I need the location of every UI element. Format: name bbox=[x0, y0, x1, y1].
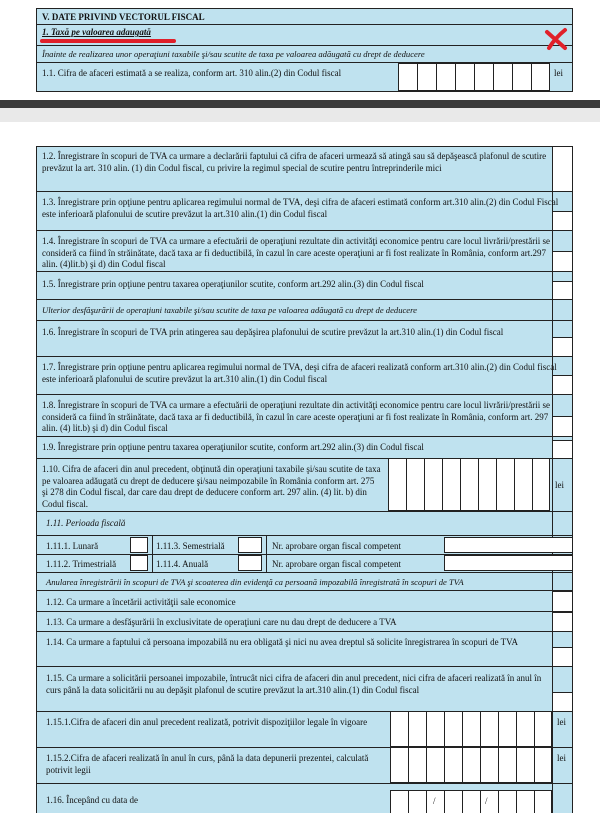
checkbox-1-3[interactable] bbox=[552, 211, 573, 231]
checkbox-1-4[interactable] bbox=[552, 251, 573, 272]
row-1-11-heading: 1.11. Perioada fiscală bbox=[46, 518, 126, 528]
date-separator: / bbox=[485, 796, 488, 806]
section-title: V. DATE PRIVIND VECTORUL FISCAL bbox=[42, 12, 205, 22]
page-separator bbox=[0, 100, 600, 108]
date-input[interactable] bbox=[390, 790, 552, 813]
row-1-5: 1.5. Înregistrare prin opţiune pentru taxarea operaţiunilor scutite, conform art.292 alin.(3) din Codul fiscal bbox=[42, 279, 424, 289]
checkbox-1-14[interactable] bbox=[552, 647, 573, 667]
divider bbox=[36, 24, 573, 25]
checkbox-1-5[interactable] bbox=[552, 281, 573, 300]
row-1-15-1: 1.15.1.Cifra de afaceri din anul precedent realizată, potrivit dispoziţiilor legale în vigoare bbox=[46, 717, 368, 727]
row-1-14: 1.14. Ca urmare a faptului că persoana impozabilă nu era obligată şi nici nu avea dreptul să solicite înregistrarea în scopuri de TVA bbox=[46, 637, 519, 647]
row-1-12: 1.12. Ca urmare a încetării activităţii sale economice bbox=[46, 597, 236, 607]
row-1-7: 1.7. Înregistrare prin opţiune pentru aplicarea regimului normal de TVA, deşi cifra de afaceri realizată conform art.310 alin.(2) din Codul fiscal este inferioară plafonului de scutire prevăzut la art.310 alin.(1) din Codul fiscal bbox=[42, 362, 557, 384]
row-1-1-digit-boxes[interactable] bbox=[398, 63, 550, 91]
red-underline-mark bbox=[40, 39, 176, 43]
nr-aprobare-label-2: Nr. aprobare organ fiscal competent bbox=[272, 559, 402, 569]
period-trimestriala-checkbox[interactable] bbox=[130, 555, 148, 571]
row-1-10-digit-boxes[interactable] bbox=[388, 458, 550, 511]
checkbox-1-13[interactable] bbox=[552, 612, 573, 632]
checkbox-1-15[interactable] bbox=[552, 692, 573, 712]
checkbox-1-9[interactable] bbox=[552, 440, 573, 459]
lei-label: lei bbox=[555, 480, 564, 490]
period-semestriala-label: 1.11.3. Semestrială bbox=[156, 541, 225, 551]
nr-aprobare-label-1: Nr. aprobare organ fiscal competent bbox=[272, 541, 402, 551]
row-1-13: 1.13. Ca urmare a desfăşurării în exclusivitate de operaţiuni care nu dau drept de deducere a TVA bbox=[46, 617, 397, 627]
date-separator: / bbox=[433, 796, 436, 806]
row-1-4: 1.4. Înregistrare în scopuri de TVA ca urmare a efectuării de operaţiuni rezultate din activităţi economice pentru care locul livrării/prestării se consideră ca fiind în străinătate, dacă taxa ar fi deductibilă, în cazul în care aceste operaţiuni ar fi fost realizate în România, conform art.297 alin. (4)lit.b) şi d) din Codul fiscal bbox=[42, 236, 550, 269]
row-1-3: 1.3. Înregistrare prin opţiune pentru aplicarea regimului normal de TVA, deşi cifra de afaceri estimată conform art.310 alin.(2) din Codul Fiscal este inferioară plafonului de scutire prevăzut la art.310 alin.(1) din Codul fiscal bbox=[42, 197, 559, 219]
intro-after: Ulterior desfăşurării de operaţiuni taxabile şi/sau scutite de taxa pe valoarea adăugată cu drept de deducere bbox=[42, 305, 417, 315]
lei-label: lei bbox=[557, 717, 566, 727]
anulare-heading: Anularea înregistrării în scopuri de TVA şi scoaterea din evidenţă ca persoană impozabilă înregistrată în scopuri de TVA bbox=[46, 577, 464, 587]
intro-before: Înainte de realizarea unor operaţiuni taxabile şi/sau scutite de taxa pe valoarea adăugată cu drept de deducere bbox=[42, 49, 425, 59]
row-1-2: 1.2. Înregistrare în scopuri de TVA ca urmare a declarării faptului că cifra de afaceri urmează să atingă sau să depăşească plafonul de scutire prevăzut la art. 310 alin. (1) din Codul fiscal, cu privire la regimul special de scutire pentru întreprinderile mici bbox=[42, 151, 547, 173]
period-trimestriala-label: 1.11.2. Trimestrială bbox=[46, 559, 117, 569]
page-gap bbox=[0, 108, 600, 122]
row-1-15-2-digit-boxes[interactable] bbox=[390, 747, 552, 783]
divider bbox=[36, 45, 573, 46]
nr-aprobare-input-2[interactable] bbox=[444, 555, 573, 571]
checkbox-1-12[interactable] bbox=[552, 591, 573, 612]
red-x-mark bbox=[543, 26, 571, 52]
row-1-15: 1.15. Ca urmare a solicitării persoanei impozabile, întrucât nici cifra de afaceri din anul precedent, nici cifra de afaceri realizată în anul în curs până la data solicitării nu au depăşit plafonul de scutire prevăzut la art.310 alin.(1) din Codul fiscal bbox=[46, 673, 542, 695]
period-anuala-checkbox[interactable] bbox=[238, 555, 262, 571]
checkbox-1-7[interactable] bbox=[552, 375, 573, 395]
lei-label: lei bbox=[554, 68, 563, 78]
row-1-6: 1.6. Înregistrare în scopuri de TVA prin atingerea sau depăşirea plafonului de scutire prevăzut la art.310 alin.(1) din Codul fiscal bbox=[42, 327, 504, 337]
period-anuala-label: 1.11.4. Anuală bbox=[156, 559, 209, 569]
row-1-16: 1.16. Începând cu data de bbox=[46, 795, 138, 805]
row-1-15-2: 1.15.2.Cifra de afaceri realizată în anul în curs, până la data depunerii prezentei, calculată potrivit legii bbox=[46, 753, 369, 775]
period-semestriala-checkbox[interactable] bbox=[238, 537, 262, 553]
tva-heading: 1. Taxă pe valoarea adaugată bbox=[42, 27, 151, 37]
row-1-9: 1.9. Înregistrare prin opţiune pentru taxarea operaţiunilor scutite, conform art.292 alin.(3) din Codul fiscal bbox=[42, 442, 424, 452]
row-1-15-1-digit-boxes[interactable] bbox=[390, 711, 552, 747]
row-1-1-label: 1.1. Cifra de afaceri estimată a se realiza, conform art. 310 alin.(2) din Codul fiscal bbox=[42, 68, 342, 78]
checkbox-column-divider bbox=[552, 146, 553, 813]
nr-aprobare-input-1[interactable] bbox=[444, 537, 573, 553]
period-lunara-checkbox[interactable] bbox=[130, 537, 148, 553]
checkbox-1-8[interactable] bbox=[552, 416, 573, 437]
checkbox-1-2[interactable] bbox=[552, 146, 573, 192]
period-lunara-label: 1.11.1. Lunară bbox=[46, 541, 99, 551]
row-1-10: 1.10. Cifra de afaceri din anul precedent, obţinută din operaţiuni taxabile şi/sau scutite de taxa pe valoarea adăugată cu drept de deducere şi/sau neimpozabile în România conform art. 275 şi 278 din Codul fiscal, dar care dau drept de deducere conform art. 297 alin. (4) lit. b) din Codul fiscal. bbox=[42, 464, 381, 509]
row-1-8: 1.8. Înregistrare în scopuri de TVA ca urmare a efectuării de operaţiuni rezultate din activităţi economice pentru care locul livrării/prestării se consideră ca fiind în străinătate, dacă taxa ar fi deductibilă, în cazul în care aceste operaţiuni ar fi fost realizate în România, conform art. 297 alin. (4) lit.b) şi d) din Codul fiscal bbox=[42, 400, 550, 433]
lei-label: lei bbox=[557, 753, 566, 763]
checkbox-1-6[interactable] bbox=[552, 337, 573, 357]
